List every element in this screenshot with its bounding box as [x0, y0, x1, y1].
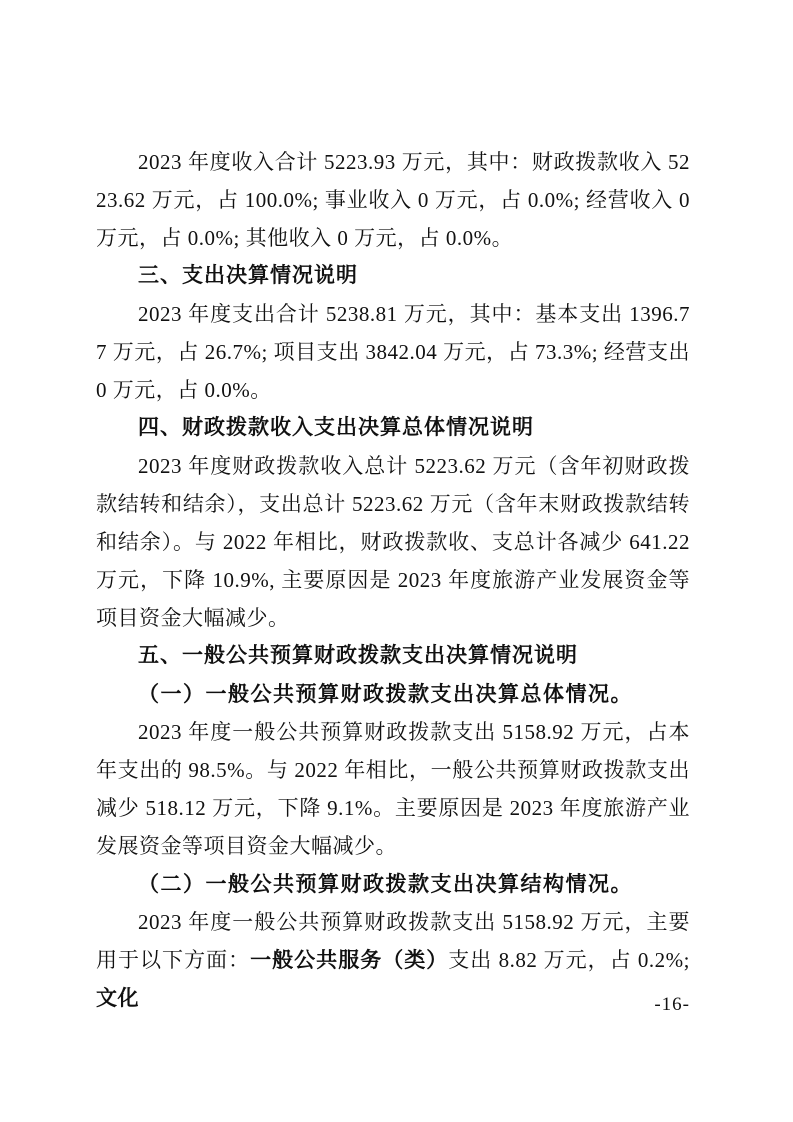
general-budget-overall-paragraph [96, 713, 690, 865]
text-run: 三、支出决算情况说明 [138, 264, 358, 287]
text-run: 2023 年度一般公共预算财政拨款支出 5158.92 万元，占本年支出的 98.5%。与 2022 年相比，一般公共预算财政拨款支出减少 518.12 万元，下降 9.1%。主要原因是 2023 年度旅游产业发展资金等项目资金大幅减少。 [96, 720, 690, 858]
text-run: 文化 [96, 986, 139, 1010]
section-heading-5 [96, 637, 690, 675]
text-run: 2023 年度财政拨款收入总计 5223.62 万元（含年初财政拨款结转和结余），支出总计 5223.62 万元（含年末财政拨款结转和结余）。与 2022 年相比，财政拨款收、支总计各减少 641.22 万元，下降 10.9%, 主要原因是 2023 年度旅游产业发展资金等项目资金大幅减少。 [96, 454, 690, 630]
text-run: 2023 年度收入合计 5223.93 万元，其中：财政拨款收入 5223.62 万元，占 100.0%; 事业收入 0 万元，占 0.0%; 经营收入 0 万元，占 0.0%; 其他收入 0 万元，占 0.0%。 [96, 150, 690, 250]
text-run: 支出 8.82 万元，占 0.2%; [448, 948, 691, 972]
document-body [96, 143, 690, 1017]
text-run: 2023 年度一般公共预算财政拨款支出 5158.92 万元，主要用于以下方面： [96, 910, 690, 972]
text-run: 四、财政拨款收入支出决算总体情况说明 [138, 416, 534, 439]
income-summary-paragraph [96, 143, 690, 257]
fiscal-appropriation-paragraph [96, 447, 690, 637]
text-run: 五、一般公共预算财政拨款支出决算情况说明 [138, 644, 578, 667]
general-budget-structure-paragraph [96, 903, 690, 1017]
expenditure-summary-paragraph [96, 295, 690, 409]
page-number: -16- [654, 994, 690, 1015]
subsection-heading-5-1 [96, 675, 690, 713]
text-run: （二）一般公共预算财政拨款支出决算结构情况。 [138, 872, 633, 896]
section-heading-4 [96, 409, 690, 447]
section-heading-3 [96, 257, 690, 295]
text-run: （一）一般公共预算财政拨款支出决算总体情况。 [138, 682, 633, 706]
subsection-heading-5-2 [96, 865, 690, 903]
text-run: 2023 年度支出合计 5238.81 万元，其中：基本支出 1396.77 万元，占 26.7%; 项目支出 3842.04 万元，占 73.3%; 经营支出 0 万元，占 0.0%。 [96, 302, 690, 402]
text-run: 一般公共服务（类） [250, 948, 449, 972]
